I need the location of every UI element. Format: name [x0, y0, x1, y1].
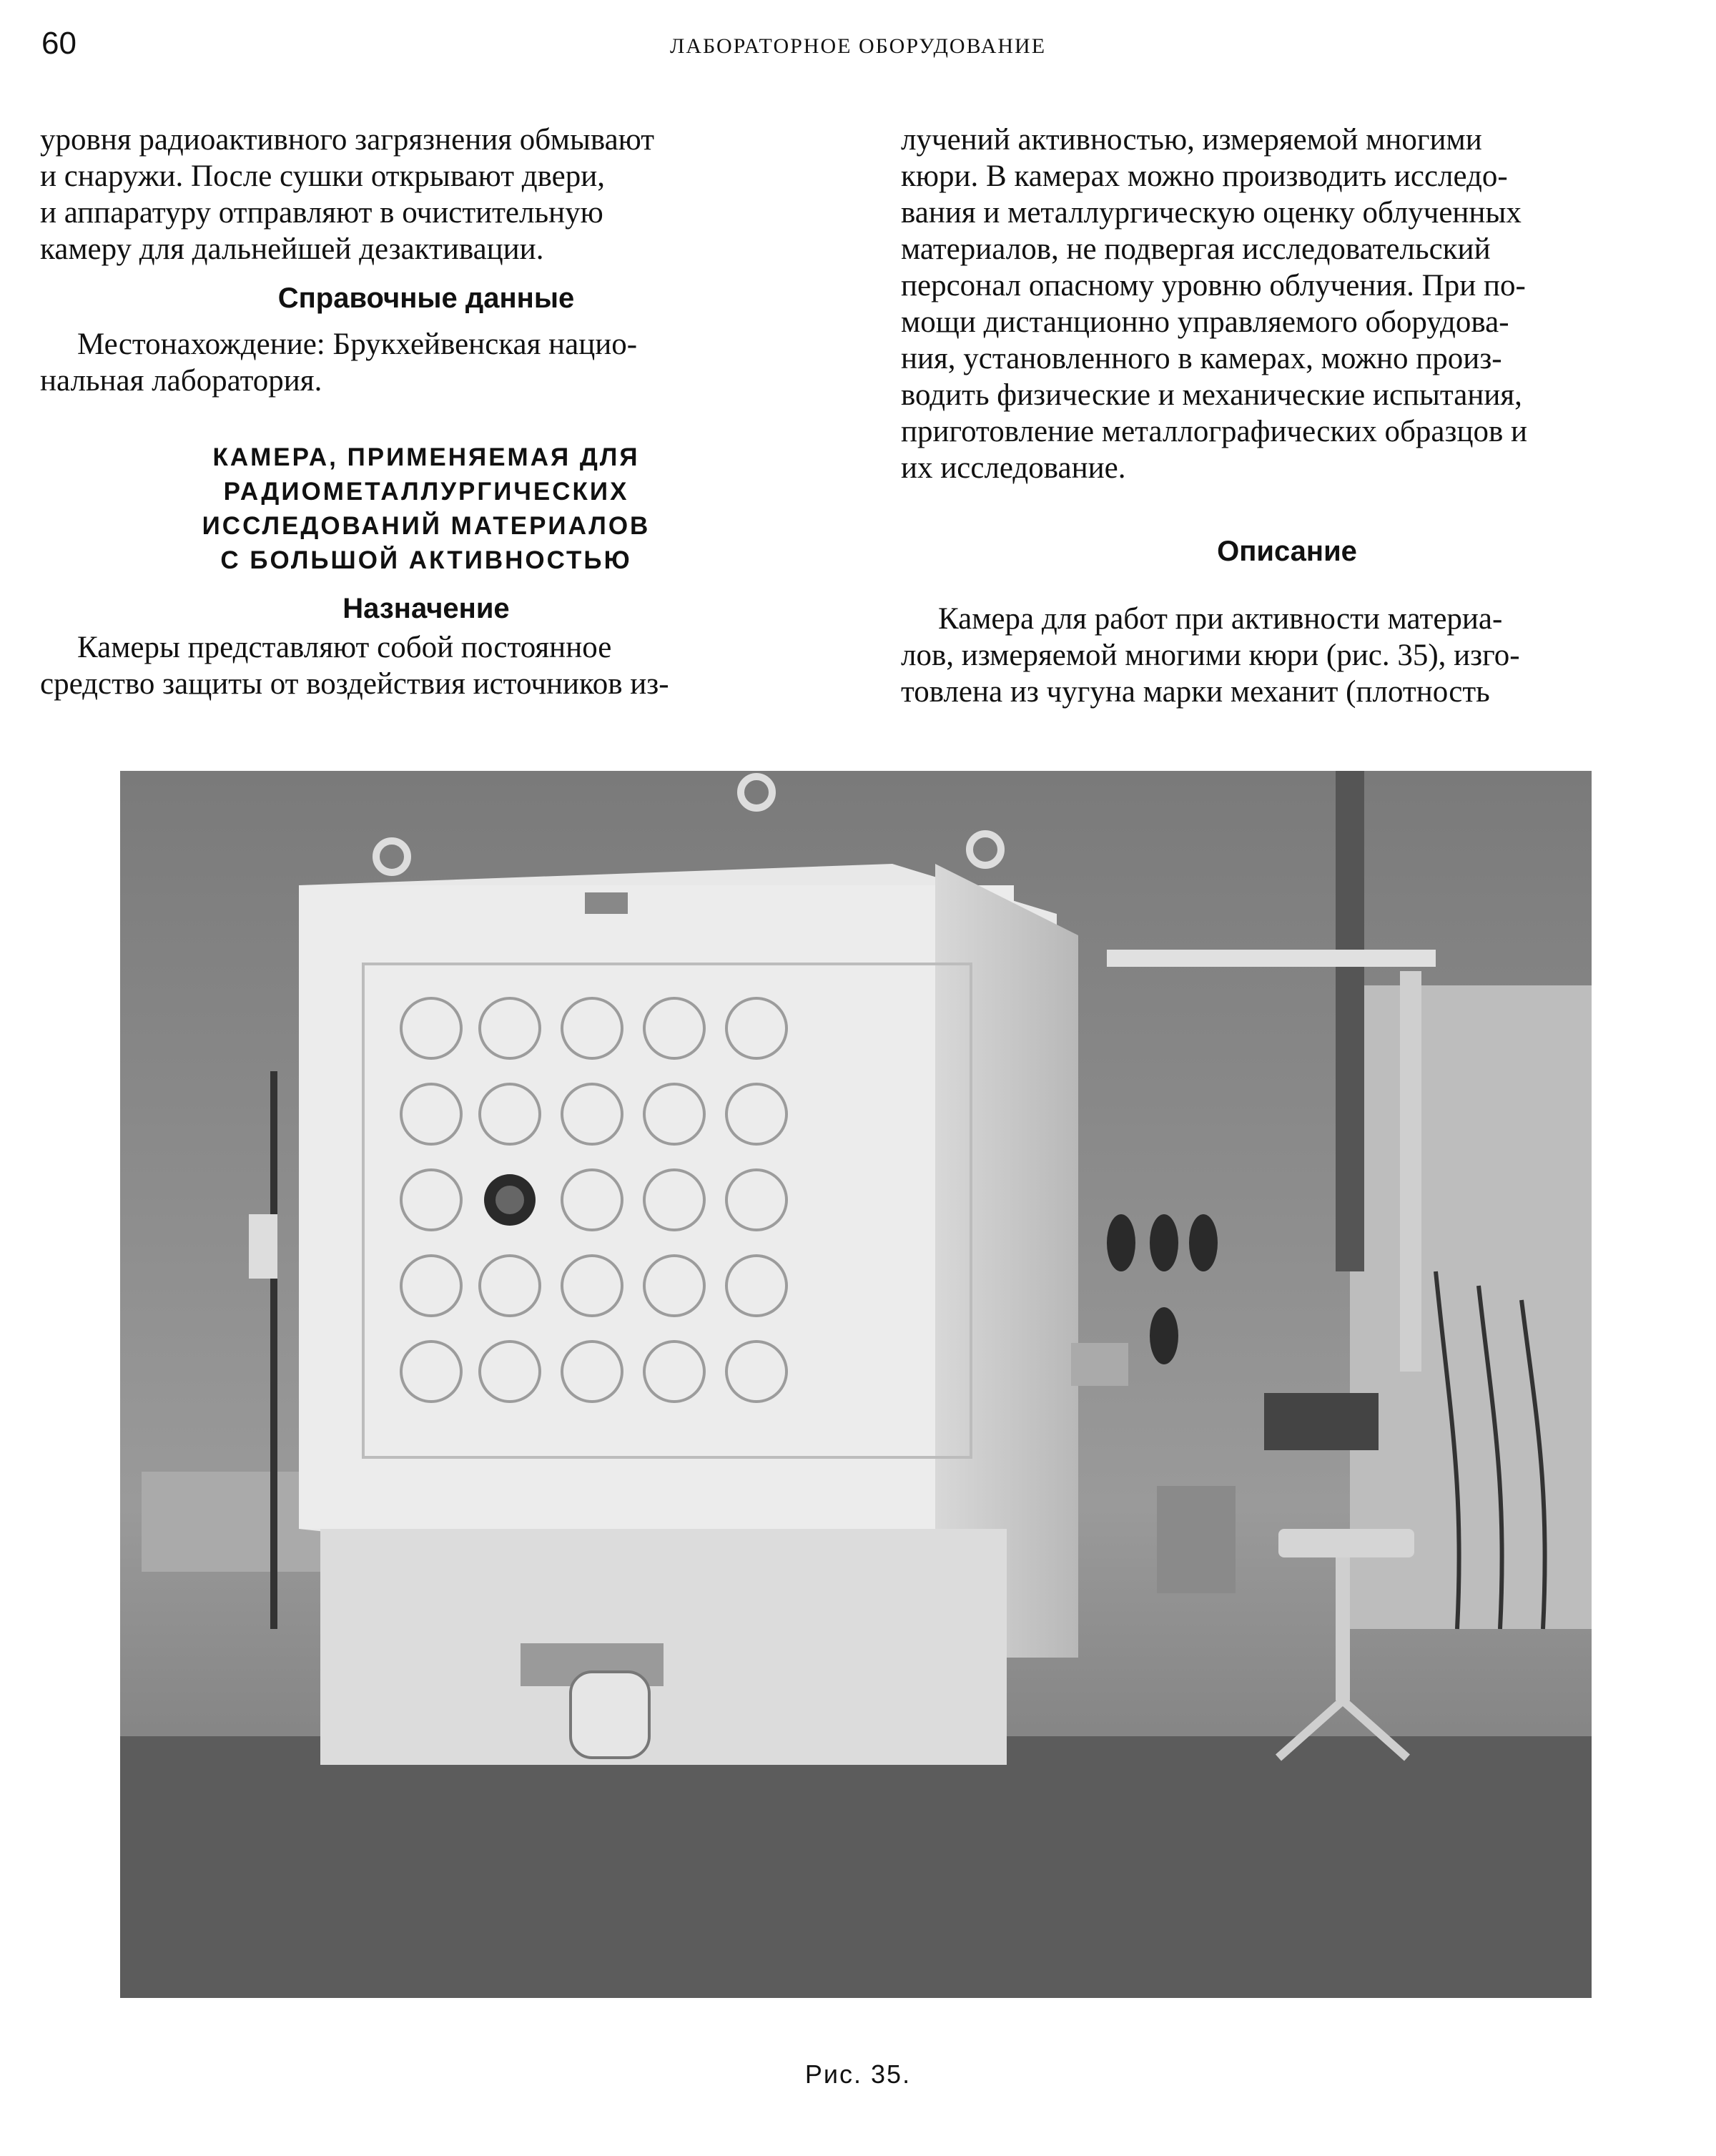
description-line: лов, измеряемой многими кюри (рис. 35), изго-: [901, 639, 1520, 672]
figure-caption: Рис. 35.: [804, 2059, 912, 2089]
page-number: 60: [41, 26, 77, 61]
running-head: ЛАБОРАТОРНОЕ ОБОРУДОВАНИЕ: [669, 34, 1047, 58]
section-title-line: С БОЛЬШОЙ АКТИВНОСТЬЮ: [220, 546, 632, 574]
right-p1-line: персонал опасному уровню облучения. При по-: [901, 269, 1526, 302]
purpose-line: средство защиты от воздействия источников из-: [40, 667, 669, 701]
right-p1-line: ния, установленного в камерах, можно произ-: [901, 342, 1502, 375]
left-p1-line: и аппаратуру отправляют в очистительную: [40, 196, 603, 230]
left-p1-line: и снаружи. После сушки открывают двери,: [40, 159, 606, 193]
purpose-line: Камеры представляют собой постоянное: [77, 631, 612, 664]
section-title: [40, 440, 812, 578]
description-heading: Описание: [1217, 536, 1357, 567]
right-column: [901, 122, 1673, 710]
section-title-line: КАМЕРА, ПРИМЕНЯЕМАЯ ДЛЯ: [212, 443, 640, 471]
description-line: Камера для работ при активности материа-: [938, 602, 1503, 636]
left-p1-line: камеру для дальнейшей дезактивации.: [40, 232, 544, 266]
right-p1-line: водить физические и механические испытания,: [901, 378, 1522, 412]
right-p1-line: их исследование.: [901, 451, 1126, 485]
section-title-line: ИССЛЕДОВАНИЙ МАТЕРИАЛОВ: [202, 512, 651, 540]
right-p1-line: вания и металлургическую оценку облученных: [901, 196, 1522, 230]
left-p1-line: уровня радиоактивного загрязнения обмывают: [40, 123, 655, 157]
right-p1-line: кюри. В камерах можно производить исследо-: [901, 159, 1508, 193]
right-p1-line: лучений активностью, измеряемой многими: [901, 123, 1482, 157]
right-p1-line: мощи дистанционно управляемого оборудова-: [901, 305, 1509, 339]
reference-heading: Справочные данные: [277, 282, 575, 314]
right-p1-line: материалов, не подвергая исследовательский: [901, 232, 1491, 266]
right-p1-line: приготовление металлографических образцов и: [901, 415, 1528, 448]
figure-photo: [120, 771, 1592, 1998]
reference-line: нальная лаборатория.: [40, 364, 322, 398]
purpose-heading: Назначение: [342, 593, 510, 624]
section-title-line: РАДИОМЕТАЛЛУРГИЧЕСКИХ: [223, 478, 629, 506]
left-column: [40, 122, 812, 702]
hot-cell-photo: [120, 771, 1592, 1998]
description-line: товлена из чугуна марки механит (плотность: [901, 675, 1490, 709]
reference-line: Местонахождение: Брукхейвенская нацио-: [77, 328, 638, 361]
